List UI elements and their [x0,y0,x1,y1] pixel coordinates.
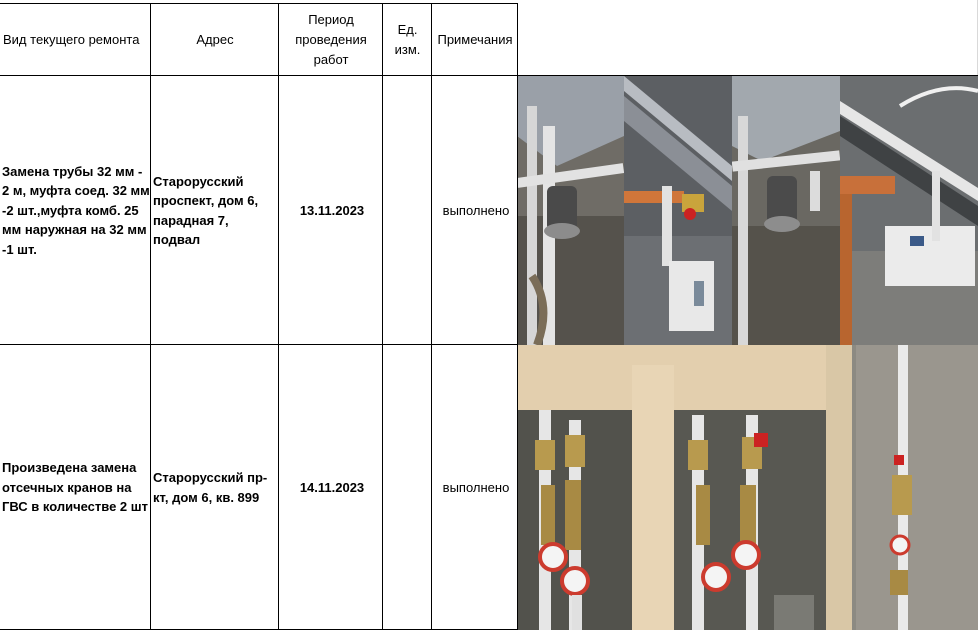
header-notes [432,4,518,76]
row2-type [0,345,151,630]
header-unit-text: Ед. изм. [394,22,421,57]
header-period-text: Период проведения работ [295,12,367,67]
row1-type-text: Замена трубы 32 мм - 2 м, муфта соед. 32 мм -2 шт.,муфта комб. 25 мм наружная на 32 мм -1 шт. [2,163,150,257]
row2-date-text: 14.11.2023 [299,479,365,495]
row2-address [151,345,279,630]
basement-pipes-photo-1 [517,76,624,345]
border-col1 [150,3,151,630]
border-top [0,3,518,4]
row1-address-text: Старорусский проспект, дом 6, парадная 7, подвал [153,173,259,247]
border-header-bottom [0,75,978,76]
apartment-valves-photo-1 [517,345,674,630]
header-type-text: Вид текущего ремонта [3,32,140,47]
border-row1-bottom [0,344,518,345]
apartment-valves-photo-3 [826,345,978,630]
row2-type-text: Произведена замена отсечных кранов на ГВС в количестве 2 шт [2,460,148,515]
header-notes-text: Примечания [437,32,513,47]
row1-date-text: 13.11.2023 [299,202,365,218]
row2-note-text: выполнено [442,479,510,495]
border-col2 [278,3,279,630]
header-address-text: Адрес [196,32,234,47]
row2-address-text: Старорусский пр-кт, дом 6, кв. 899 [153,470,268,505]
row2-note [432,345,518,630]
border-col5 [517,3,518,630]
row1-date [279,76,383,345]
row1-note [432,76,518,345]
basement-pipes-photo-2 [624,76,732,345]
row2-unit [383,345,432,630]
header-unit [383,4,432,76]
basement-pipes-photo-3 [732,76,840,345]
row1-address [151,76,279,345]
row1-note-text: выполнено [442,202,510,218]
header-address [151,4,279,76]
header-type [0,4,151,76]
row2-date [279,345,383,630]
row1-unit [383,76,432,345]
border-col3 [382,3,383,630]
border-row2-bottom [0,629,518,630]
row1-type [0,76,151,345]
apartment-valves-photo-2 [674,345,826,630]
basement-pipes-photo-4 [840,76,978,345]
header-period [279,4,383,76]
border-col4 [431,3,432,630]
